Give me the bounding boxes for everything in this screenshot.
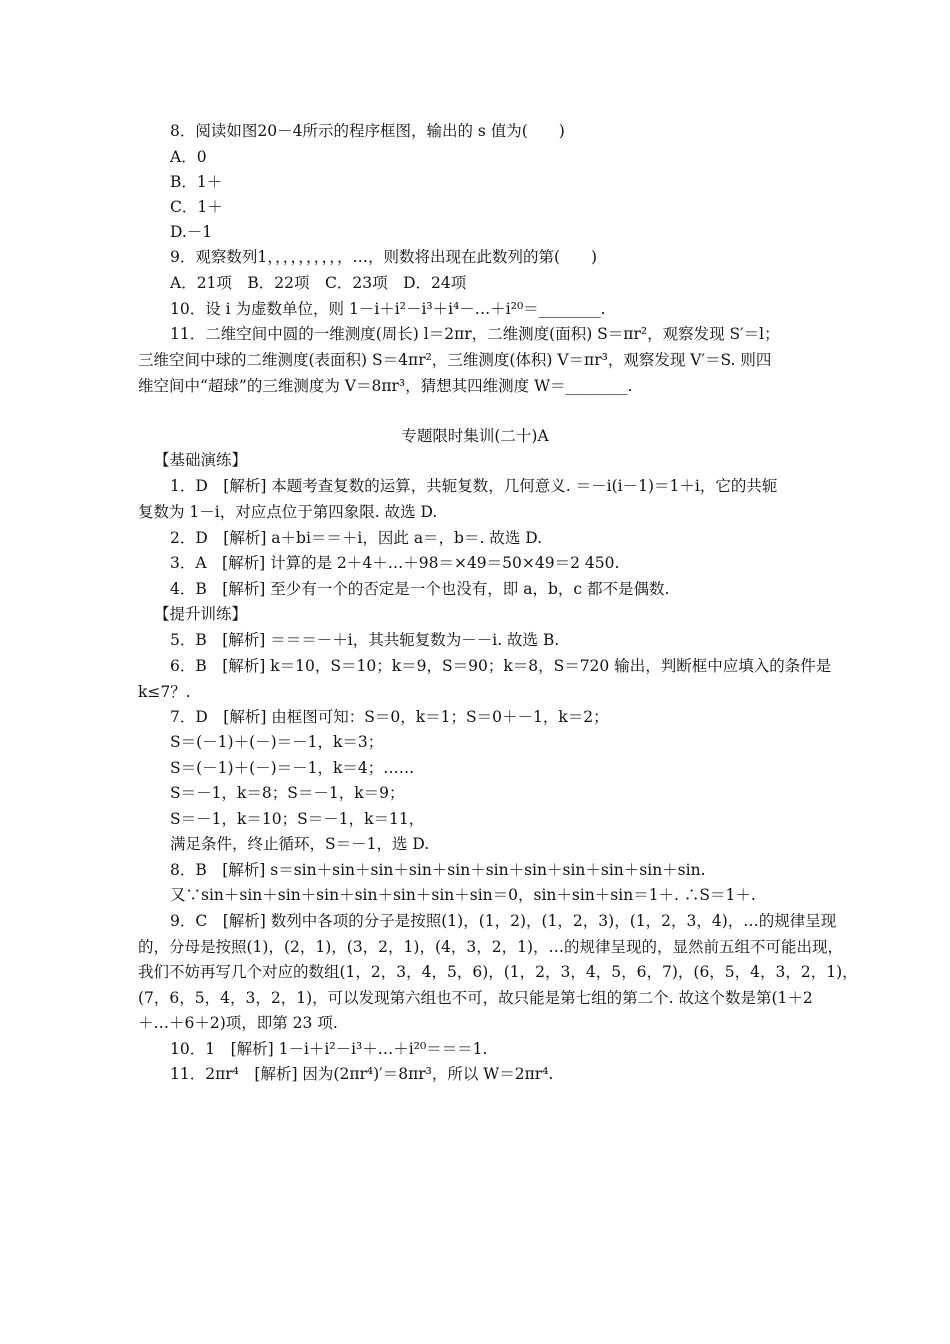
question-8-option-a: A．0 xyxy=(170,148,207,166)
answer-6-line-1: 6．B [解析] k＝10，S＝10；k＝9，S＝90；k＝8，S＝720 输出，判断框中应填入的条件是 xyxy=(170,657,832,675)
answer-8-line-1: 8．B [解析] s＝sin＋sin＋sin＋sin＋sin＋sin＋sin＋sin＋sin＋sin＋sin. xyxy=(170,861,706,879)
answer-5: 5．B [解析] ＝＝＝－＋i，其共轭复数为－－i. 故选 B. xyxy=(170,631,560,649)
answer-8-line-2: 又∵sin＋sin＋sin＋sin＋sin＋sin＋sin＋sin＝0，sin＋sin＋sin＝1＋. ∴S＝1＋. xyxy=(170,886,756,904)
section-heading-advanced: 【提升训练】 xyxy=(154,605,248,623)
question-11-line-1: 11．二维空间中圆的一维测度(周长) l＝2πr，二维测度(面积) S＝πr²，观察发现 S′＝l； xyxy=(170,325,780,343)
answer-9-line-5: ＋…＋6＋2)项，即第 23 项. xyxy=(138,1014,338,1032)
answer-2: 2．D [解析] a＋bi＝＝＋i，因此 a＝，b＝. 故选 D. xyxy=(170,529,543,547)
answer-7-line-2: S＝(－1)＋(－)＝－1，k＝3； xyxy=(170,733,384,751)
answer-6-line-2: k≤7？. xyxy=(138,683,191,701)
section-heading-basic: 【基础演练】 xyxy=(154,451,248,469)
answer-9-line-1: 9．C [解析] 数列中各项的分子是按照(1)，(1，2)，(1，2，3)，(1，2，3，4)，…的规律呈现 xyxy=(170,912,837,930)
answer-7-line-4: S＝－1，k＝8；S＝－1，k＝9； xyxy=(170,784,405,802)
question-8: 8．阅读如图20－4所示的程序框图，输出的 s 值为( ) xyxy=(170,122,565,140)
question-8-option-c: C．1＋ xyxy=(170,198,223,216)
answer-7-line-1: 7．D [解析] 由框图可知：S＝0，k＝1；S＝0＋－1，k＝2； xyxy=(170,708,609,726)
question-8-option-b: B．1＋ xyxy=(170,173,223,191)
answer-7-line-6: 满足条件，终止循环，S＝－1，选 D. xyxy=(170,835,430,853)
answer-4: 4．B [解析] 至少有一个的否定是一个也没有，即 a，b，c 都不是偶数. xyxy=(170,580,670,598)
answer-1-line-2: 复数为 1－i，对应点位于第四象限. 故选 D. xyxy=(138,503,438,521)
question-11-line-2: 三维空间中球的二维测度(表面积) S＝4πr²，三维测度(体积) V＝πr³，观察发现 V′＝S. 则四 xyxy=(138,351,772,369)
answer-9-line-2: 的，分母是按照(1)，(2，1)，(3，2，1)，(4，3，2，1)，…的规律呈现的，显然前五组不可能出现， xyxy=(138,938,843,956)
question-9-options: A．21项 B．22项 C．23项 D．24项 xyxy=(170,274,467,292)
answer-9-line-4: (7，6，5，4，3，2，1)，可以发现第六组也不可，故只能是第七组的第二个. 故这个数是第(1＋2 xyxy=(138,989,813,1007)
answer-3: 3．A [解析] 计算的是 2＋4＋…＋98＝×49＝50×49＝2 450. xyxy=(170,554,620,572)
answer-1-line-1: 1．D [解析] 本题考查复数的运算，共轭复数，几何意义. ＝－i(i－1)＝1＋i，它的共轭 xyxy=(170,477,778,495)
answers-title: 专题限时集训(二十)A xyxy=(401,427,549,445)
answer-7-line-5: S＝－1，k＝10；S＝－1，k＝11， xyxy=(170,810,425,828)
question-11-line-3: 维空间中“超球”的三维测度为 V＝8πr³，猜想其四维测度 W＝________. xyxy=(138,377,633,395)
question-9: 9．观察数列1，，，，，，，，，，…，则数将出现在此数列的第( ) xyxy=(170,248,598,266)
answer-9-line-3: 我们不妨再写几个对应的数组(1，2，3，4，5，6)，(1，2，3，4，5，6，7)，(6，5，4，3，2，1)， xyxy=(138,963,858,981)
question-8-option-d: D.－1 xyxy=(170,223,213,241)
answer-7-line-3: S＝(－1)＋(－)＝－1，k＝4；…… xyxy=(170,759,415,777)
answer-10: 10．1 [解析] 1－i＋i²－i³＋…＋i²⁰＝＝＝1. xyxy=(170,1040,488,1058)
question-10: 10．设 i 为虚数单位，则 1－i＋i²－i³＋i⁴－…＋i²⁰＝________. xyxy=(170,300,606,318)
answer-11: 11．2πr⁴ [解析] 因为(2πr⁴)′＝8πr³，所以 W＝2πr⁴. xyxy=(170,1065,554,1083)
